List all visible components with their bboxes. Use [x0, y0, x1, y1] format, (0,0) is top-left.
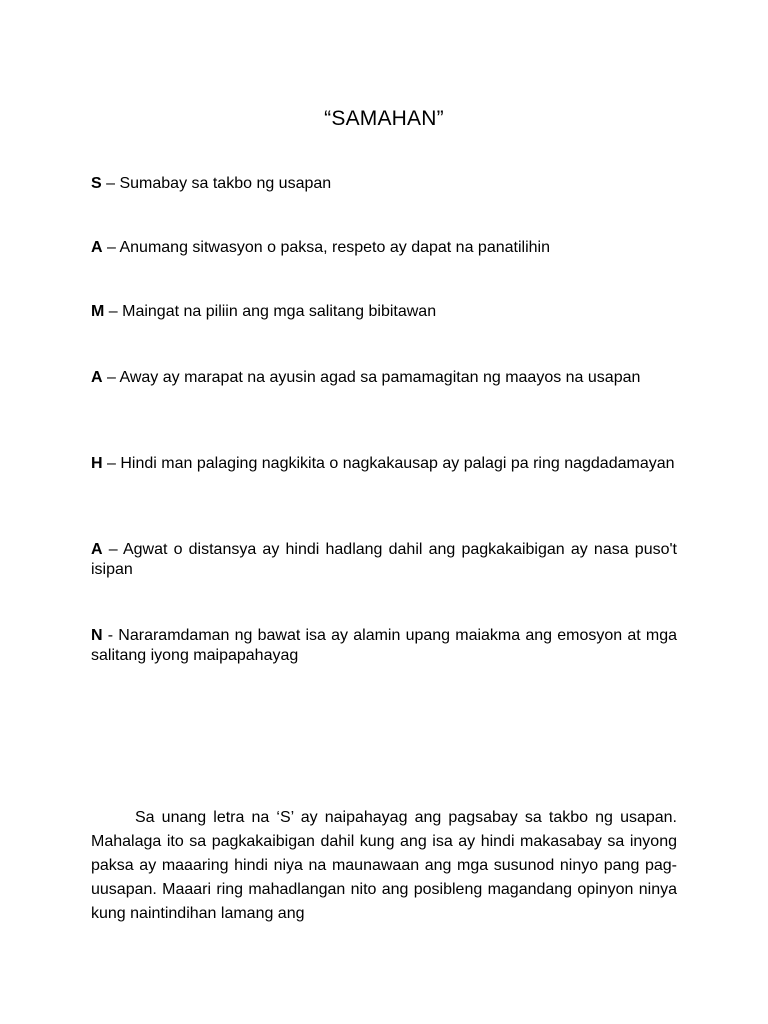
acrostic-separator: –	[102, 541, 123, 558]
acrostic-item-a3	[91, 540, 677, 580]
acrostic-separator: –	[101, 175, 120, 192]
acrostic-separator: –	[102, 239, 120, 256]
acrostic-separator: –	[104, 303, 123, 320]
acrostic-letter: A	[91, 369, 103, 386]
acrostic-text: Away ay marapat na ayusin agad sa pamamagitan ng maayos na usapan	[119, 369, 641, 386]
acrostic-letter: H	[91, 455, 103, 472]
acrostic-letter: A	[91, 541, 103, 558]
acrostic-text: Nararamdaman ng bawat isa ay alamin upang maiakma ang emosyon at mga salitang iyong maipapahayag	[91, 627, 678, 664]
document-title: “SAMAHAN”	[324, 107, 444, 130]
acrostic-text: Hindi man palaging nagkikita o nagkakausap ay palagi pa ring nagdadamayan	[120, 455, 675, 472]
acrostic-letter: N	[91, 627, 103, 644]
acrostic-item-n	[91, 626, 677, 666]
acrostic-separator: -	[102, 627, 119, 644]
acrostic-item-m	[91, 302, 677, 322]
acrostic-item-s	[91, 174, 677, 194]
acrostic-letter: A	[91, 239, 103, 256]
acrostic-text: Sumabay sa takbo ng usapan	[119, 175, 332, 192]
acrostic-text: Maingat na piliin ang mga salitang bibitawan	[122, 303, 437, 320]
acrostic-item-a2	[91, 368, 677, 388]
acrostic-text: Anumang sitwasyon o paksa, respeto ay dapat na panatilihin	[119, 239, 550, 256]
acrostic-letter: M	[91, 303, 105, 320]
acrostic-separator: –	[102, 369, 120, 386]
acrostic-item-h	[91, 454, 677, 474]
acrostic-separator: –	[102, 455, 121, 472]
body-paragraph: Sa unang letra na ‘S’ ay naipahayag ang pagsabay sa takbo ng usapan. Mahalaga ito sa pagkakaibigan dahil kung ang isa ay hindi makasabay sa inyong paksa ay maaaring hindi niya na maunawaan ang mga susunod ninyo pang pag-uusapan. Maaari ring mahadlangan nito ang posibleng magandang opinyon ninya kung naintindihan lamang ang	[91, 809, 677, 922]
acrostic-letter: S	[91, 175, 102, 192]
acrostic-text: Agwat o distansya ay hindi hadlang dahil ang pagkakaibigan ay nasa puso't isipan	[91, 541, 677, 578]
acrostic-item-a1	[91, 238, 677, 258]
